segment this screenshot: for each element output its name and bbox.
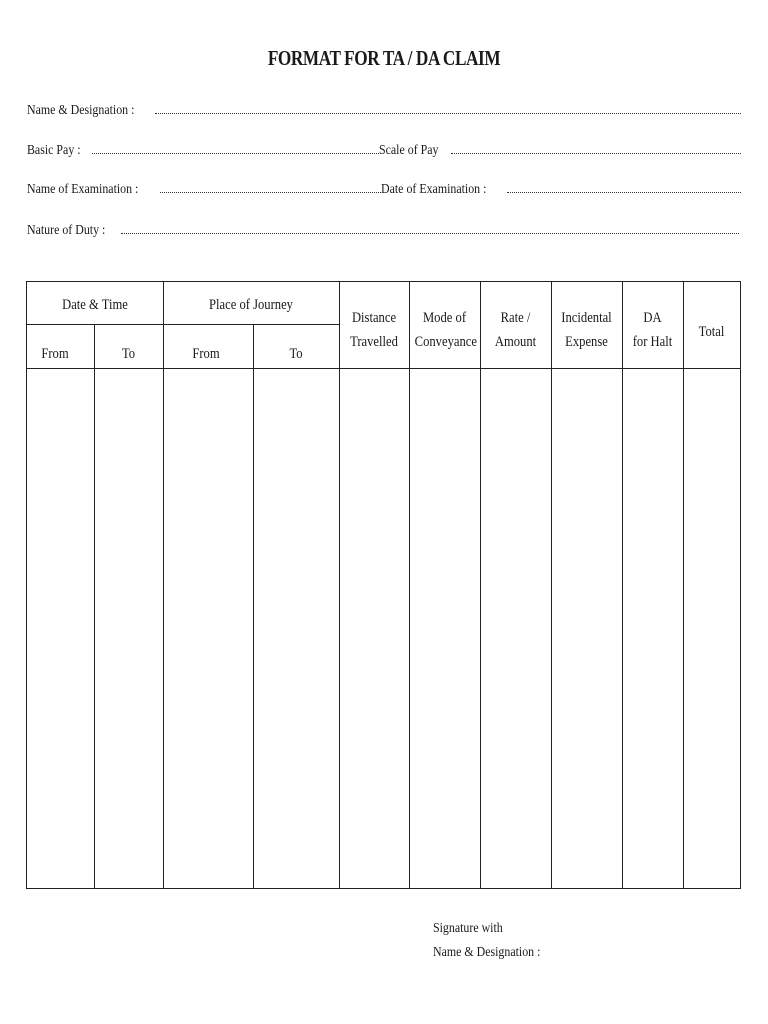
nature-of-duty-label: Nature of Duty : xyxy=(27,223,106,238)
form-title: FORMAT FOR TA / DA CLAIM xyxy=(267,46,501,70)
header-place-from: From xyxy=(192,346,220,362)
column-divider xyxy=(94,324,95,888)
basic-pay-label: Basic Pay : xyxy=(27,143,81,158)
column-divider xyxy=(253,324,254,888)
header-mode-line1: Mode of xyxy=(422,310,467,326)
claim-table xyxy=(26,281,741,889)
header-date-time: Date & Time xyxy=(62,297,128,313)
name-of-examination-field[interactable] xyxy=(27,182,381,198)
header-total: Total xyxy=(698,324,725,340)
basic-pay-field[interactable] xyxy=(27,143,379,159)
column-divider xyxy=(163,282,164,888)
column-divider xyxy=(551,282,552,888)
scale-of-pay-field[interactable] xyxy=(379,143,741,159)
group-header-divider xyxy=(27,324,339,325)
scale-of-pay-label: Scale of Pay xyxy=(379,143,439,158)
header-rate-amount xyxy=(486,306,546,354)
date-of-examination-label: Date of Examination : xyxy=(381,182,487,197)
name-of-examination-label: Name of Examination : xyxy=(27,182,139,197)
header-da-line2: for Halt xyxy=(632,334,673,350)
header-bottom-line xyxy=(27,368,740,369)
header-incidental-line2: Expense xyxy=(565,334,608,350)
examination-row xyxy=(27,182,741,198)
header-mode-of-conveyance xyxy=(415,306,475,354)
signature-line1: Signature with xyxy=(433,921,503,936)
header-distance-line1: Distance xyxy=(351,310,397,326)
header-distance-travelled xyxy=(345,306,404,354)
column-divider xyxy=(622,282,623,888)
header-da-line1: DA xyxy=(643,310,662,326)
nature-of-duty-line[interactable] xyxy=(121,223,739,234)
signature-line2: Name & Designation : xyxy=(433,945,541,960)
column-divider xyxy=(683,282,684,888)
header-incidental-line1: Incidental xyxy=(561,310,612,326)
name-designation-line[interactable] xyxy=(155,103,741,114)
name-designation-field[interactable] xyxy=(27,103,741,119)
scale-of-pay-line[interactable] xyxy=(451,143,741,154)
signature-block xyxy=(433,917,559,965)
date-of-examination-line[interactable] xyxy=(507,182,741,193)
header-rate-line2: Amount xyxy=(494,334,537,350)
name-designation-label: Name & Designation : xyxy=(27,103,135,118)
header-date-to: To xyxy=(121,346,136,362)
pay-row xyxy=(27,143,741,159)
date-of-examination-field[interactable] xyxy=(381,182,741,198)
column-divider xyxy=(480,282,481,888)
header-place-of-journey: Place of Journey xyxy=(209,297,293,313)
header-mode-line2: Conveyance xyxy=(414,334,477,350)
column-divider xyxy=(339,282,340,888)
header-date-from: From xyxy=(41,346,69,362)
nature-of-duty-field[interactable] xyxy=(27,223,739,239)
header-place-to: To xyxy=(289,346,303,362)
column-divider xyxy=(409,282,410,888)
header-da-for-halt xyxy=(627,306,678,354)
basic-pay-line[interactable] xyxy=(92,143,379,154)
header-incidental-expense xyxy=(557,306,617,354)
name-of-examination-line[interactable] xyxy=(160,182,381,193)
header-rate-line1: Rate / xyxy=(500,310,531,326)
header-distance-line2: Travelled xyxy=(350,334,398,350)
